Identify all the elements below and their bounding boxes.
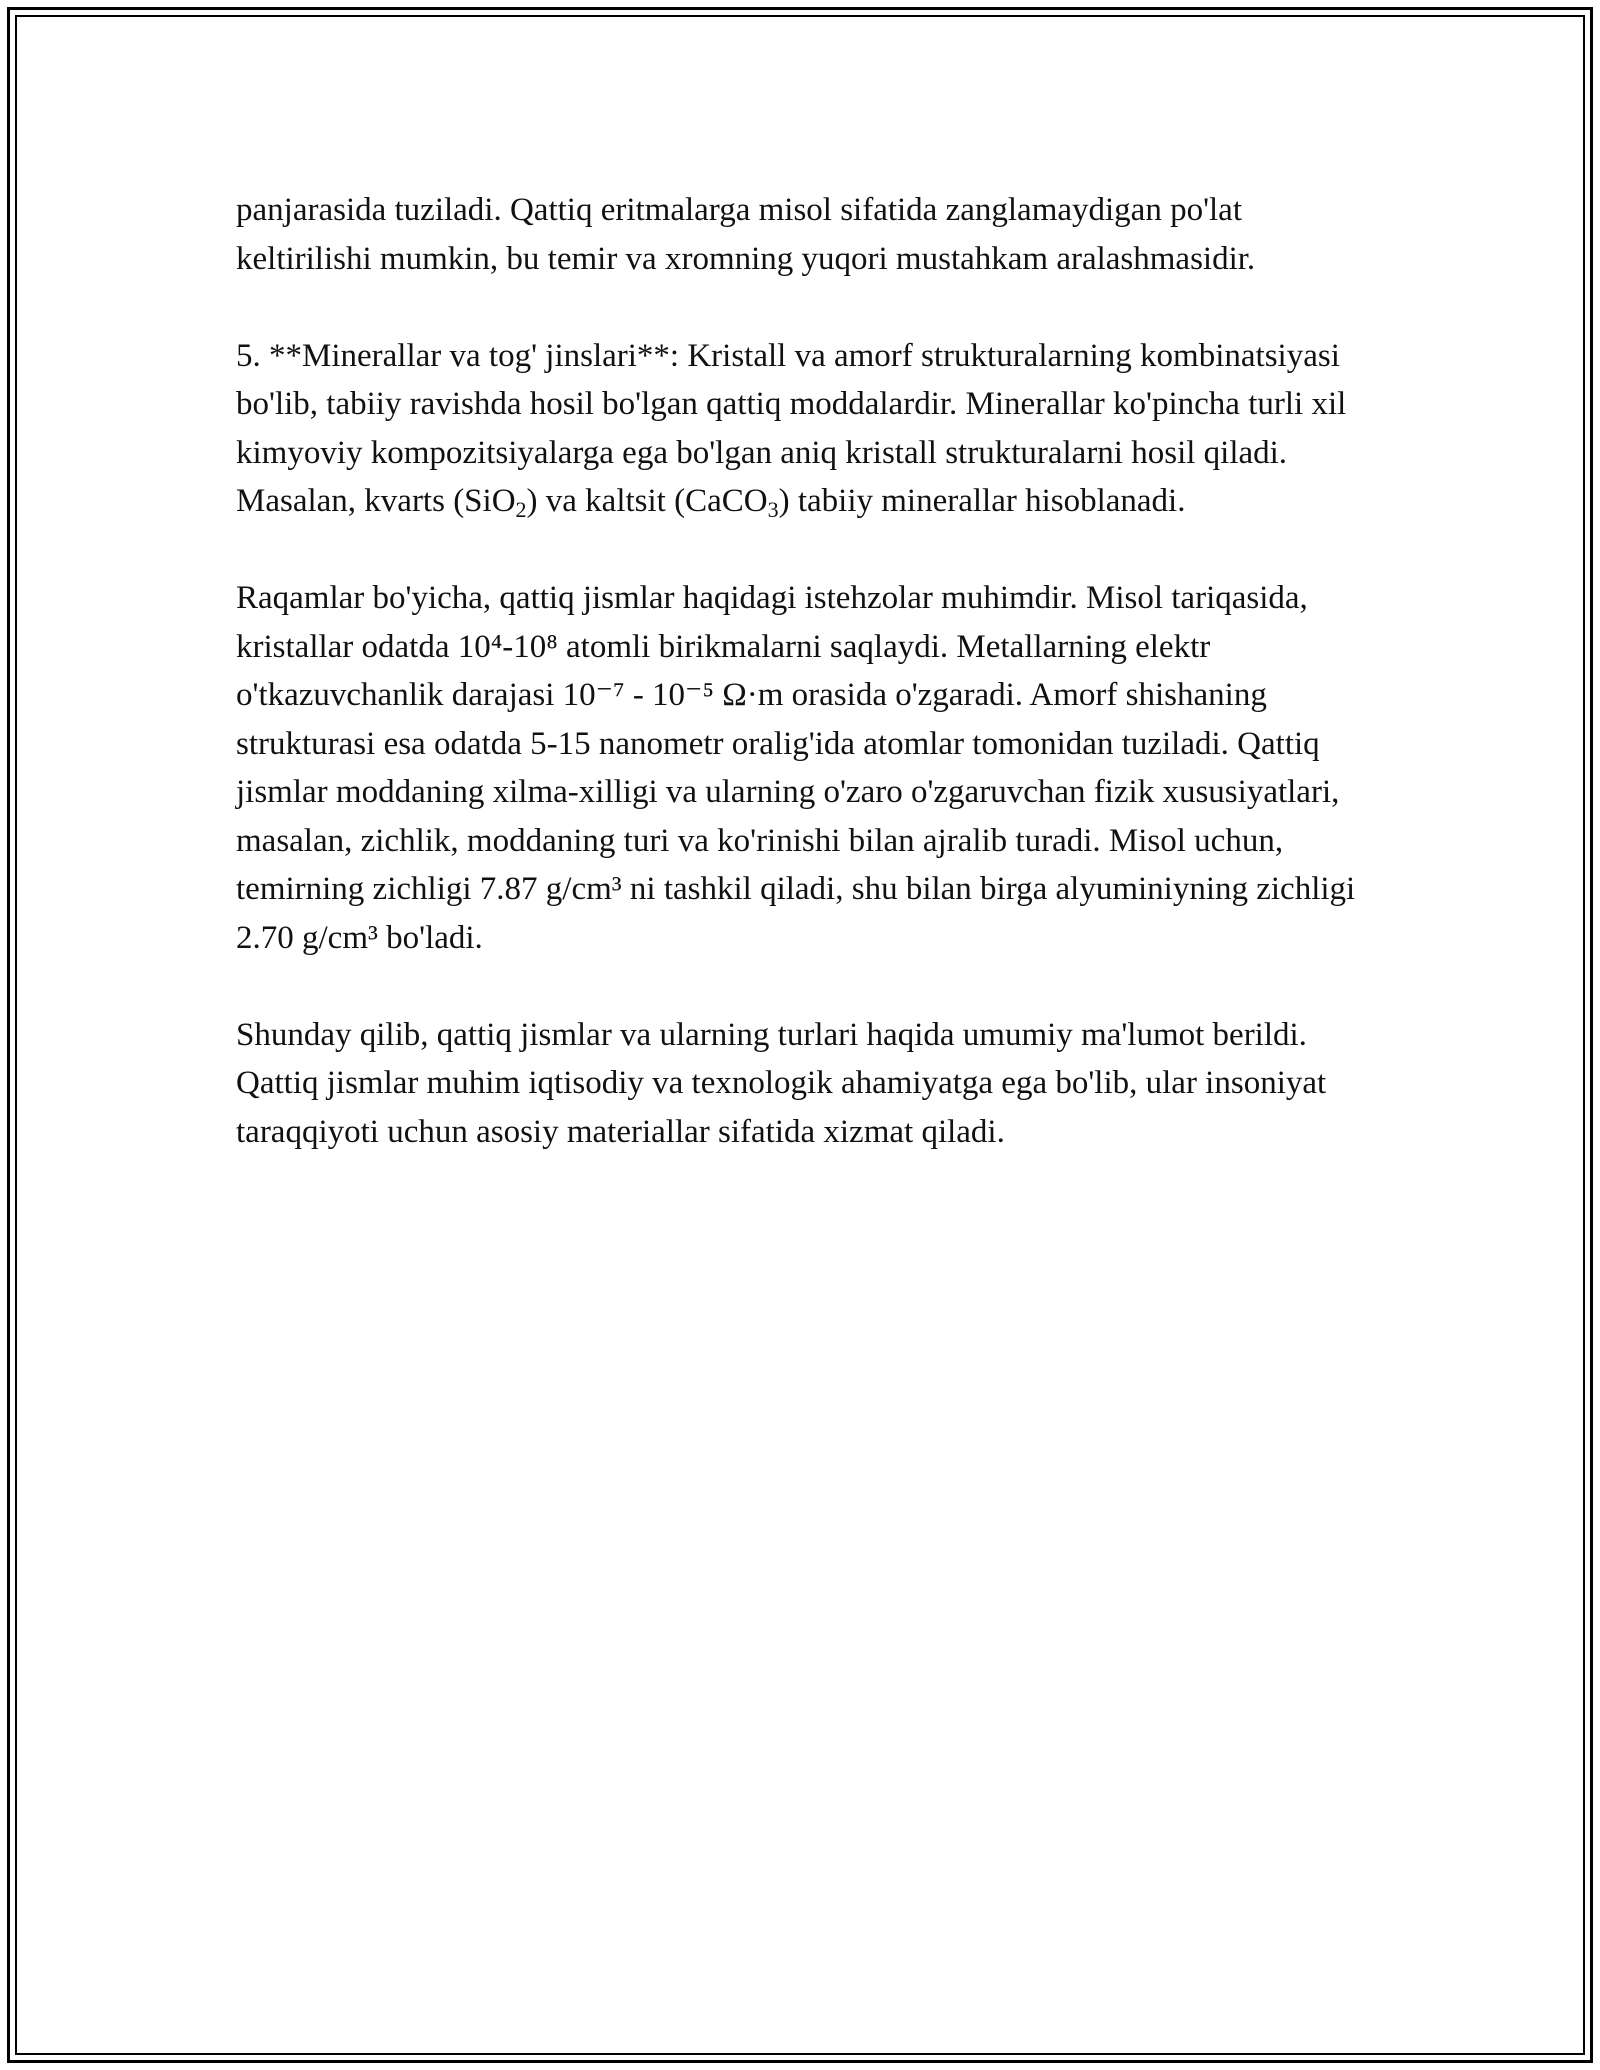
minerals-text-mid: ) va kaltsit (CaCO <box>526 483 768 519</box>
paragraph-minerals <box>236 332 1366 526</box>
subscript-sio2: 2 <box>515 497 527 522</box>
minerals-text-intro: 5. **Minerallar va tog' jinslari**: Kristall va amorf strukturalarning kombinatsiyasi bo'lib, tabiiy ravishda hosil bo'lgan qattiq moddalardir. Minerallar ko'pincha turli xil kimyoviy kompozitsiyalarga ega bo'lgan aniq kristall strukturalarni hosil qiladi. Masalan, kvarts (SiO <box>236 337 1347 519</box>
paragraph-numerical-facts: Raqamlar bo'yicha, qattiq jismlar haqidagi istehzolar muhimdir. Misol tariqasida, kristallar odatda 10⁴-10⁸ atomli birikmalarni saqlaydi. Metallarning elektr o'tkazuvchanlik darajasi 10⁻⁷ - 10⁻⁵ Ω·m orasida o'zgaradi. Amorf shishaning strukturasi esa odatda 5-15 nanometr oralig'ida atomlar tomonidan tuziladi. Qattiq jismlar moddaning xilma-xilligi va ularning o'zaro o'zgaruvchan fizik xususiyatlari, masalan, zichlik, moddaning turi va ko'rinishi bilan ajralib turadi. Misol uchun, temirning zichligi 7.87 g/cm³ ni tashkil qiladi, shu bilan birga alyuminiyning zichligi 2.70 g/cm³ bo'ladi. <box>236 580 1356 956</box>
minerals-text-end: ) tabiiy minerallar hisoblanadi. <box>778 483 1186 519</box>
paragraph-solid-solutions: panjarasida tuziladi. Qattiq eritmalarga misol sifatida zanglamaydigan po'lat keltirilishi mumkin, bu temir va xromning yuqori mustahkam aralashmasidir. <box>236 192 1256 277</box>
subscript-caco3: 3 <box>767 497 779 522</box>
document-body <box>236 186 1366 1156</box>
paragraph-conclusion: Shunday qilib, qattiq jismlar va ularning turlari haqida umumiy ma'lumot berildi. Qattiq jismlar muhim iqtisodiy va texnologik ahamiyatga ega bo'lib, ular insoniyat taraqqiyoti uchun asosiy materiallar sifatida xizmat qiladi. <box>236 1016 1327 1150</box>
